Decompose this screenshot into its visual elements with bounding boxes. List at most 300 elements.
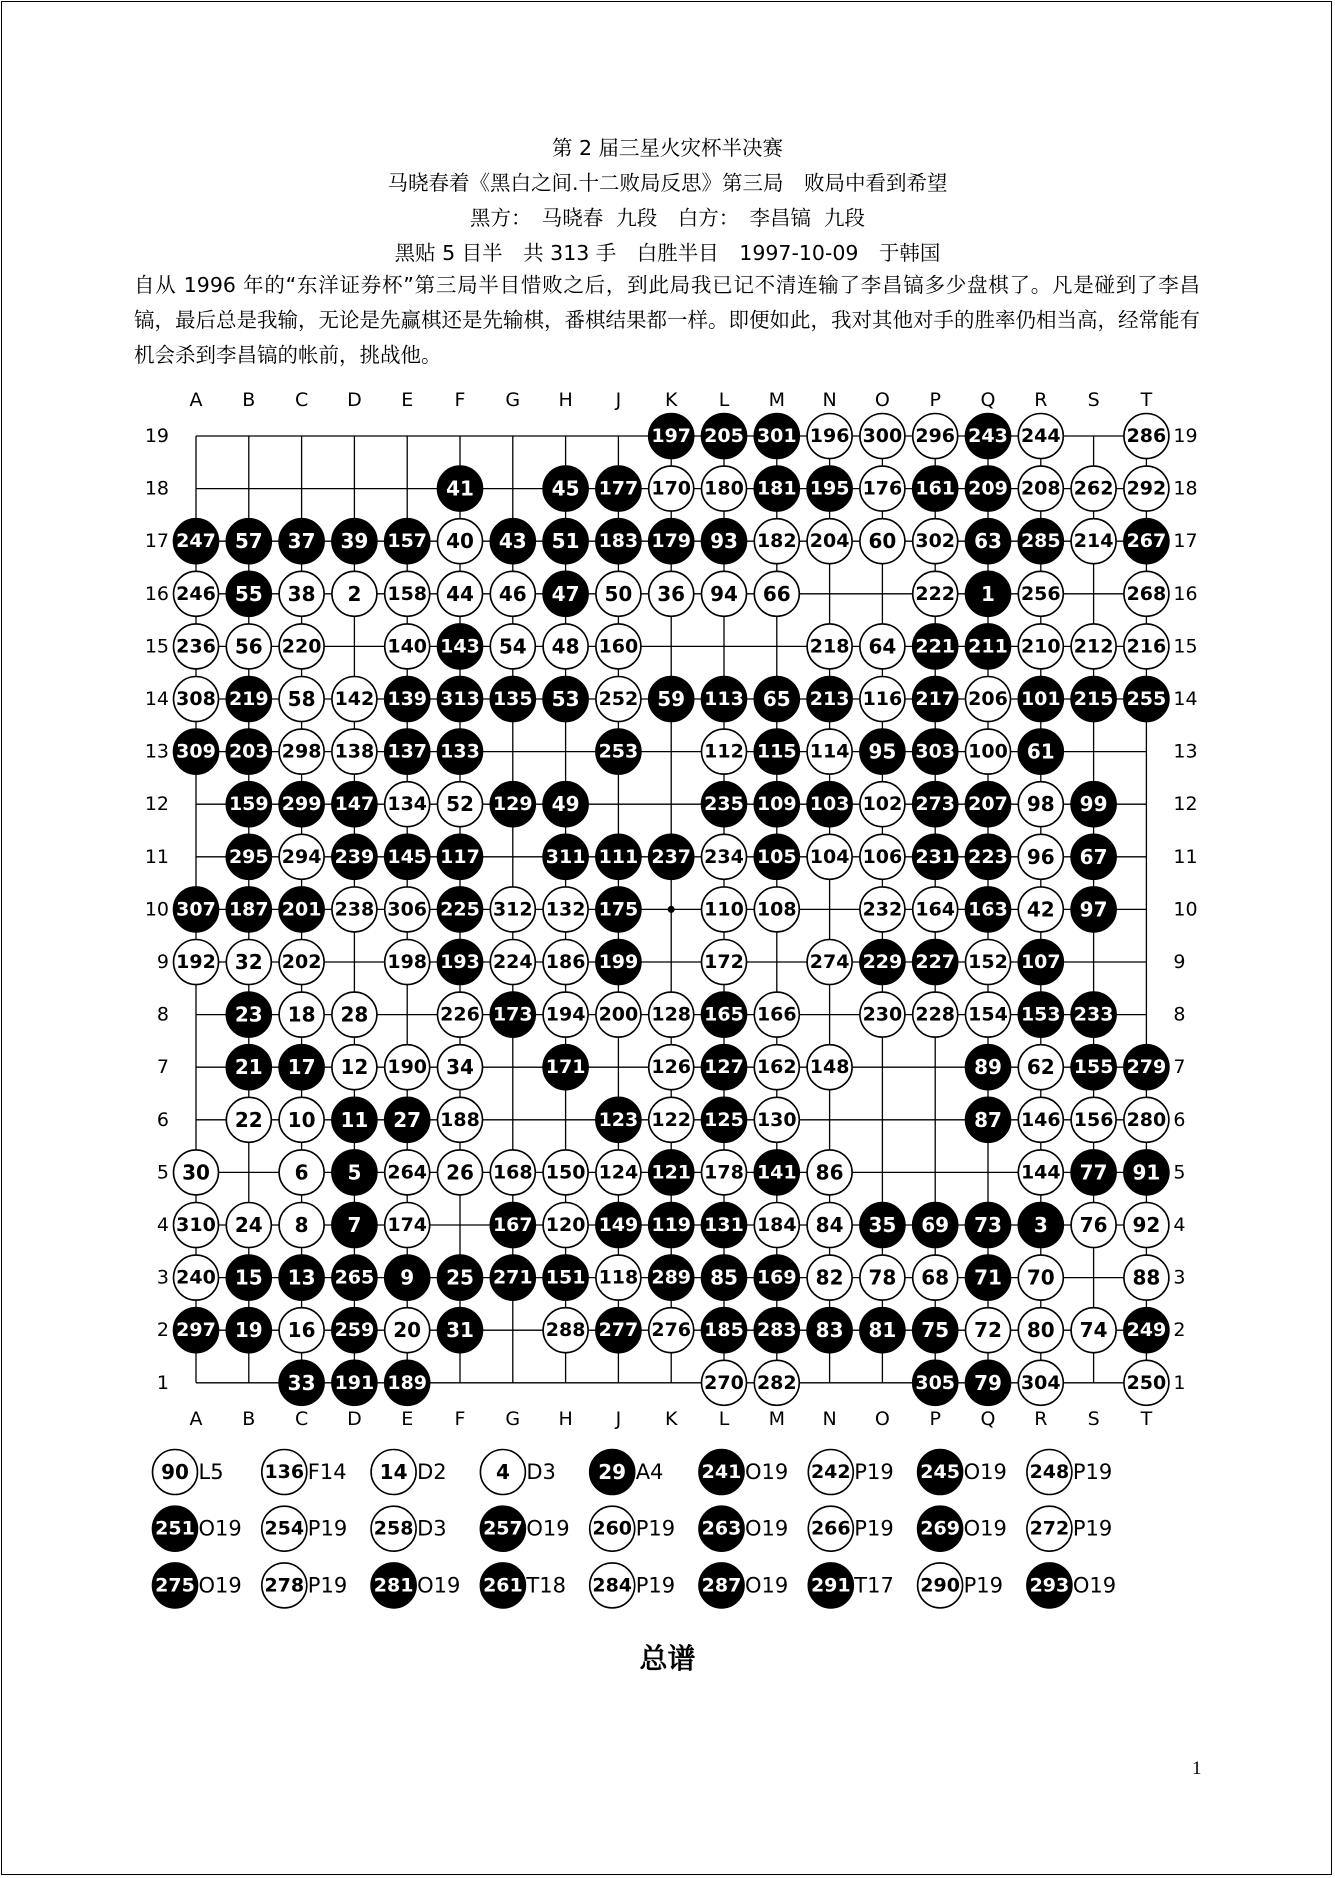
white-stone-number: 212 [1073,635,1114,658]
black-stone-number: 137 [387,740,428,763]
white-stone-number: 264 [387,1161,428,1184]
black-stone-number: 273 [915,793,956,816]
legend-stone-number: 245 [920,1461,960,1483]
column-label: K [664,389,678,411]
black-stone-number: 61 [1026,739,1055,764]
column-label: G [505,389,521,411]
row-label: 3 [156,1266,169,1289]
black-stone-number: 69 [921,1213,950,1237]
black-stone-number: 271 [492,1266,533,1289]
white-stone-number: 296 [915,425,956,447]
black-stone-number: 165 [704,1003,744,1026]
black-stone-number: 239 [334,845,375,868]
white-stone-number: 196 [809,425,850,447]
white-stone-number: 228 [915,1003,956,1026]
page-number: 1 [1192,1758,1202,1779]
legend-coordinate: O19 [1072,1573,1117,1598]
black-stone-number: 23 [234,1002,263,1027]
white-stone-number: 126 [651,1056,692,1079]
black-stone-number: 163 [968,898,1008,921]
black-stone-number: 43 [498,529,527,554]
white-stone-number: 72 [974,1318,1002,1343]
black-stone-number: 65 [762,687,791,711]
black-stone-number: 37 [287,529,316,554]
white-stone-number: 280 [1126,1108,1167,1131]
column-label: B [242,389,256,411]
legend-stone-number: 293 [1029,1574,1070,1597]
black-stone-number: 115 [756,740,797,763]
white-stone-number: 214 [1073,530,1114,553]
white-stone-number: 216 [1126,635,1167,658]
legend-stone-number: 90 [161,1460,189,1484]
game-subtitle: 马晓春着《黑白之间.十二败局反思》第三局 败局中看到希望 [387,171,948,195]
column-label: A [189,1407,203,1430]
legend-stone-number: 242 [810,1461,851,1483]
white-stone-number: 64 [868,634,897,659]
legend-coordinate: O19 [963,1516,1007,1541]
black-stone-number: 45 [551,476,580,501]
white-stone-number: 244 [1020,425,1061,447]
black-stone-number: 197 [651,425,692,447]
row-label: 4 [1173,1214,1186,1236]
black-stone-number: 181 [756,477,797,500]
white-stone-number: 246 [176,582,216,605]
black-stone-number: 201 [281,898,322,921]
row-label: 14 [144,688,169,710]
white-stone-number: 12 [340,1055,369,1080]
legend-coordinate: P19 [854,1516,894,1541]
black-stone-number: 157 [387,530,428,553]
white-stone-number: 2 [347,581,362,606]
row-label: 8 [1173,1003,1186,1026]
black-stone-number: 193 [440,951,480,973]
white-stone-number: 134 [387,793,428,816]
white-stone-number: 164 [915,898,956,921]
white-stone-number: 46 [498,581,527,606]
legend-stone-number: 241 [701,1461,742,1483]
black-stone-number: 99 [1079,792,1108,817]
legend-coordinate: O19 [198,1573,242,1598]
column-label: S [1087,389,1100,411]
black-stone-number: 147 [334,793,375,816]
white-stone-number: 24 [234,1213,263,1237]
white-stone-number: 10 [287,1107,316,1132]
black-stone-number: 63 [974,529,1002,554]
black-stone-number: 95 [868,739,897,764]
row-label: 11 [1173,845,1198,868]
column-label: B [242,1407,256,1430]
legend-coordinate: P19 [635,1516,676,1541]
legend-coordinate: D3 [417,1516,447,1541]
black-stone-number: 33 [287,1370,316,1395]
white-stone-number: 66 [762,581,791,606]
legend-stone-number: 266 [810,1517,851,1540]
legend-stone-number: 136 [264,1461,305,1483]
black-stone-number: 167 [492,1214,533,1236]
row-label: 10 [1173,898,1198,921]
legend-stone-number: 14 [379,1460,408,1484]
legend-coordinate: O19 [198,1516,242,1541]
white-stone-number: 114 [809,740,850,763]
black-stone-number: 289 [651,1266,692,1289]
legend-stone-number: 284 [592,1574,633,1597]
row-label: 12 [1173,793,1198,816]
legend-coordinate: T17 [854,1573,894,1598]
white-stone-number: 108 [756,898,797,921]
white-stone-number: 192 [176,951,216,973]
black-stone-number: 59 [657,687,686,711]
white-stone-number: 68 [921,1265,950,1290]
white-stone-number: 132 [545,898,586,921]
black-stone-number: 151 [545,1266,586,1289]
white-stone-number: 150 [545,1161,586,1184]
white-stone-number: 300 [862,425,903,447]
legend-stone-number: 291 [810,1574,851,1597]
black-stone-number: 307 [176,898,216,921]
white-stone-number: 190 [387,1056,428,1079]
white-stone-number: 270 [704,1371,744,1394]
black-stone-number: 103 [809,793,850,816]
white-stone-number: 310 [176,1214,216,1236]
legend-coordinate: A4 [635,1460,664,1484]
black-stone-number: 301 [756,425,797,447]
legend-coordinate: O19 [963,1460,1007,1484]
black-stone-number: 5 [347,1160,362,1185]
white-stone-number: 234 [704,845,744,868]
black-stone-number: 191 [334,1371,375,1394]
white-stone-number: 78 [868,1265,897,1290]
black-stone-number: 173 [492,1003,533,1026]
white-stone-number: 226 [440,1003,480,1026]
white-stone-number: 186 [545,951,586,973]
white-stone-number: 76 [1079,1213,1108,1237]
column-label: Q [980,389,996,411]
black-stone-number: 217 [915,688,956,710]
black-stone-number: 215 [1073,688,1114,710]
black-stone-number: 249 [1126,1319,1167,1342]
white-stone-number: 34 [446,1055,474,1080]
row-label: 11 [144,845,169,868]
white-stone-number: 262 [1073,477,1114,500]
legend-coordinate: P19 [854,1460,894,1484]
black-stone-number: 247 [176,530,216,553]
row-label: 1 [156,1371,169,1394]
white-stone-number: 22 [234,1107,263,1132]
black-stone-number: 171 [545,1056,586,1079]
black-stone-number: 255 [1126,688,1167,710]
black-stone-number: 57 [234,529,263,554]
white-stone-number: 210 [1020,635,1061,658]
black-stone-number: 209 [968,477,1008,500]
white-stone-number: 120 [545,1214,586,1236]
white-stone-number: 302 [915,530,956,553]
row-label: 9 [1173,951,1186,973]
black-stone-number: 41 [446,476,474,501]
black-stone-number: 233 [1073,1003,1114,1026]
white-stone-number: 162 [756,1056,797,1079]
row-label: 19 [1173,425,1198,447]
black-stone-number: 265 [334,1266,375,1289]
legend-stone-number: 263 [701,1517,742,1540]
row-label: 17 [144,530,169,553]
column-label: R [1034,389,1048,411]
white-stone-number: 208 [1020,477,1061,500]
white-stone-number: 56 [234,634,263,659]
white-stone-number: 74 [1079,1318,1108,1343]
black-stone-number: 49 [551,792,580,817]
black-stone-number: 81 [868,1318,897,1343]
white-stone-number: 88 [1132,1265,1161,1290]
white-stone-number: 292 [1126,477,1167,500]
row-label: 8 [156,1003,169,1026]
white-stone-number: 40 [446,529,474,554]
white-stone-number: 282 [756,1371,797,1394]
white-stone-number: 174 [387,1214,428,1236]
legend-stone-number: 257 [483,1517,523,1540]
column-label: C [294,1407,309,1430]
row-label: 18 [1173,477,1198,500]
white-stone-number: 188 [440,1108,480,1131]
column-label: A [189,389,203,411]
column-label: D [347,389,362,411]
row-label: 14 [1173,688,1198,710]
row-label: 7 [1173,1056,1186,1079]
white-stone-number: 304 [1020,1371,1061,1394]
black-stone-number: 105 [756,845,797,868]
white-stone-number: 94 [710,581,738,606]
black-stone-number: 237 [651,845,692,868]
white-stone-number: 18 [287,1002,316,1027]
row-label: 13 [144,740,169,763]
row-label: 2 [1173,1319,1186,1342]
legend-coordinate: T18 [526,1573,566,1598]
white-stone-number: 140 [387,635,428,658]
black-stone-number: 121 [651,1161,692,1184]
black-stone-number: 7 [347,1213,362,1237]
row-label: 9 [156,951,169,973]
black-stone-number: 203 [228,740,269,763]
black-stone-number: 89 [974,1055,1002,1080]
black-stone-number: 87 [974,1107,1002,1132]
row-label: 5 [1173,1161,1186,1184]
column-label: L [718,1407,730,1430]
legend-stone-number: 269 [920,1517,960,1540]
black-stone-number: 297 [176,1319,216,1342]
black-stone-number: 141 [756,1161,797,1184]
column-label: P [929,1407,941,1430]
black-stone-number: 101 [1020,688,1061,710]
black-stone-number: 123 [598,1108,639,1131]
black-stone-number: 119 [651,1214,692,1236]
black-stone-number: 309 [176,740,216,763]
black-stone-number: 13 [287,1265,316,1290]
black-stone-number: 175 [598,898,639,921]
white-stone-number: 82 [815,1265,844,1290]
legend-stone-number: 281 [373,1574,414,1597]
row-label: 1 [1173,1371,1186,1394]
black-stone-number: 267 [1126,530,1167,553]
legend-stone-number: 260 [592,1517,633,1540]
black-stone-number: 97 [1079,897,1108,922]
column-label: T [1140,1407,1153,1430]
white-stone-number: 230 [862,1003,903,1026]
black-stone-number: 15 [234,1265,263,1290]
white-stone-number: 202 [281,951,322,973]
legend-coordinate: F14 [307,1460,347,1484]
white-stone-number: 20 [393,1318,422,1343]
white-stone-number: 28 [340,1002,369,1027]
column-label: M [768,1407,786,1430]
white-stone-number: 16 [287,1318,316,1343]
black-stone-number: 129 [492,793,533,816]
black-stone-number: 229 [862,951,903,973]
black-stone-number: 9 [400,1265,415,1290]
legend-coordinate: P19 [307,1516,348,1541]
black-stone-number: 125 [704,1108,744,1131]
black-stone-number: 93 [710,529,738,554]
white-stone-number: 62 [1026,1055,1055,1080]
row-label: 17 [1173,530,1198,553]
white-stone-number: 80 [1026,1318,1055,1343]
white-stone-number: 180 [704,477,744,500]
black-stone-number: 73 [974,1213,1002,1237]
black-stone-number: 75 [921,1318,950,1343]
black-stone-number: 213 [809,688,850,710]
black-stone-number: 185 [704,1319,744,1342]
legend-stone-number: 29 [598,1460,627,1484]
white-stone-number: 148 [809,1056,850,1079]
black-stone-number: 283 [756,1319,797,1342]
players-line: 黑方： 马晓春 九段 白方： 李昌镐 九段 [469,206,866,230]
legend-stone-number: 254 [264,1517,305,1540]
column-label: R [1034,1407,1048,1430]
black-stone-number: 77 [1079,1160,1108,1185]
black-stone-number: 279 [1126,1056,1167,1079]
legend-stone-number: 287 [701,1574,742,1597]
white-stone-number: 250 [1126,1371,1167,1394]
column-label: O [874,1407,890,1430]
legend-stone-number: 275 [155,1574,195,1597]
black-stone-number: 235 [704,793,744,816]
white-stone-number: 294 [281,845,322,868]
white-stone-number: 36 [657,581,686,606]
black-stone-number: 199 [598,951,639,973]
black-stone-number: 187 [228,898,269,921]
white-stone-number: 238 [334,898,375,921]
white-stone-number: 252 [598,688,639,710]
white-stone-number: 220 [281,635,322,658]
row-label: 16 [1173,582,1198,605]
black-stone-number: 67 [1079,844,1108,869]
column-label: E [401,389,414,411]
white-stone-number: 112 [704,740,744,763]
black-stone-number: 3 [1033,1213,1048,1237]
black-stone-number: 31 [446,1318,474,1343]
row-label: 5 [156,1161,169,1184]
column-label: N [822,389,837,411]
white-stone-number: 160 [598,635,639,658]
white-stone-number: 232 [862,898,903,921]
white-stone-number: 30 [182,1160,210,1185]
black-stone-number: 35 [868,1213,897,1237]
black-stone-number: 259 [334,1319,375,1342]
white-stone-number: 60 [868,529,897,554]
row-label: 2 [156,1319,169,1342]
white-stone-number: 198 [387,951,428,973]
black-stone-number: 177 [598,477,639,500]
black-stone-number: 53 [551,687,580,711]
black-stone-number: 117 [440,845,480,868]
row-label: 6 [1173,1108,1186,1131]
black-stone-number: 243 [968,425,1008,447]
black-stone-number: 155 [1073,1056,1114,1079]
black-stone-number: 39 [340,529,369,554]
white-stone-number: 286 [1126,425,1167,447]
black-stone-number: 221 [915,635,956,658]
black-stone-number: 109 [756,793,797,816]
white-stone-number: 58 [287,687,316,711]
legend-stone-number: 4 [495,1460,510,1484]
black-stone-number: 205 [704,425,744,447]
white-stone-number: 98 [1026,792,1055,817]
legend-coordinate: P19 [963,1573,1003,1598]
white-stone-number: 182 [756,530,797,553]
legend-stone-number: 248 [1029,1461,1070,1483]
legend-stone-number: 261 [483,1574,523,1597]
black-stone-number: 231 [915,845,956,868]
column-label: N [822,1407,837,1430]
black-stone-number: 285 [1020,530,1061,553]
white-stone-number: 110 [704,898,744,921]
row-label: 7 [156,1056,169,1079]
black-stone-number: 225 [440,898,480,921]
column-label: C [294,389,309,411]
black-stone-number: 111 [598,845,639,868]
white-stone-number: 50 [604,581,633,606]
white-stone-number: 308 [176,688,216,710]
row-label: 10 [144,898,169,921]
black-stone-number: 55 [234,581,263,606]
black-stone-number: 195 [809,477,850,500]
black-stone-number: 253 [598,740,639,763]
black-stone-number: 51 [551,529,580,554]
game-info-line: 黑贴 5 目半 共 313 手 白胜半目 1997-10-09 于韩国 [394,241,941,265]
black-stone-number: 153 [1020,1003,1061,1026]
column-label: K [664,1407,678,1430]
white-stone-number: 298 [281,740,322,763]
white-stone-number: 142 [334,688,375,710]
legend-coordinate: P19 [635,1573,676,1598]
black-stone-number: 161 [915,477,956,500]
white-stone-number: 38 [287,581,316,606]
white-stone-number: 138 [334,740,375,763]
white-stone-number: 256 [1020,582,1061,605]
black-stone-number: 149 [598,1214,639,1236]
legend-stone-number: 290 [920,1574,960,1597]
row-label: 15 [144,635,169,658]
black-stone-number: 211 [968,635,1008,658]
column-label: O [874,389,890,411]
white-stone-number: 206 [968,688,1008,710]
white-stone-number: 172 [704,951,744,973]
white-stone-number: 184 [756,1214,797,1236]
white-stone-number: 156 [1073,1108,1114,1131]
legend-stone-number: 272 [1029,1517,1070,1540]
row-label: 15 [1173,635,1198,658]
white-stone-number: 312 [492,898,533,921]
black-stone-number: 91 [1132,1160,1161,1185]
white-stone-number: 168 [492,1161,533,1184]
